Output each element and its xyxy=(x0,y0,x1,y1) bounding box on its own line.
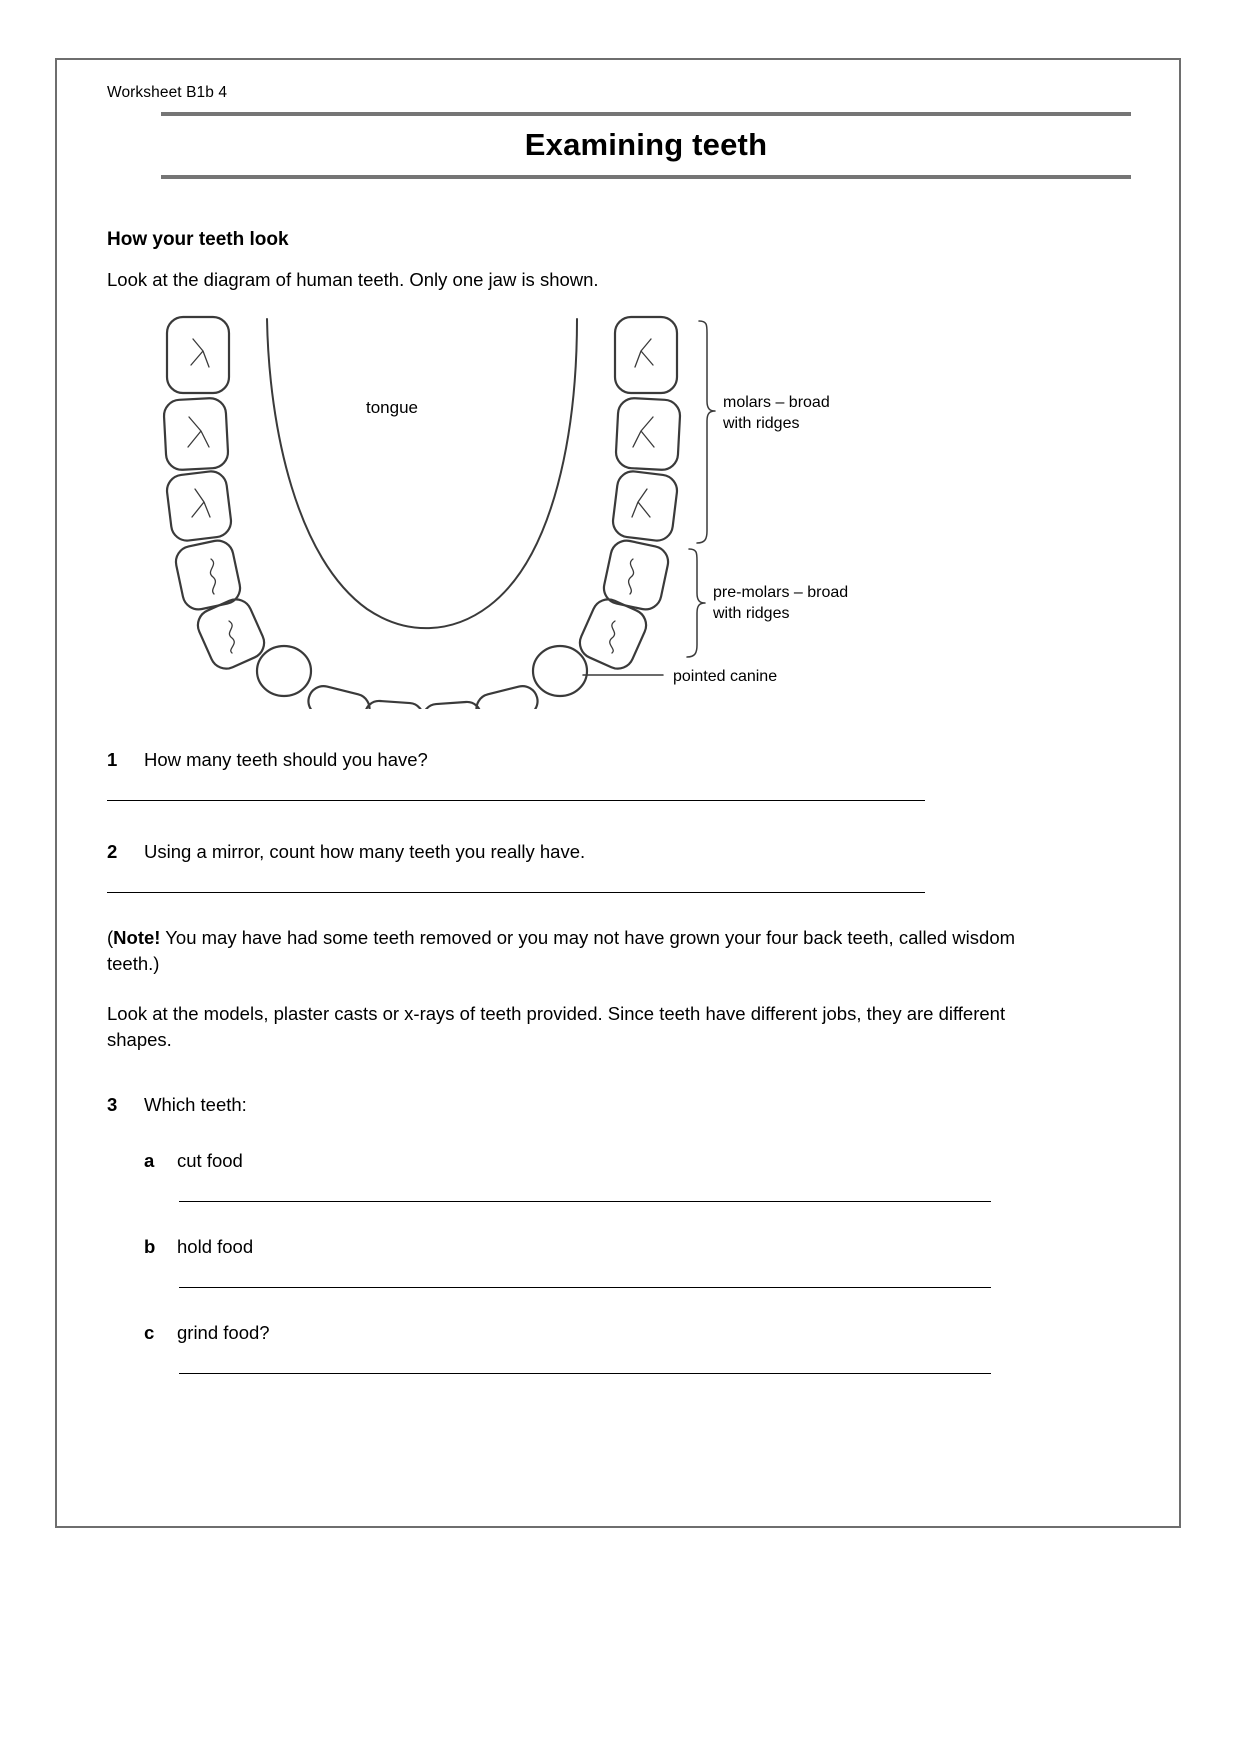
tooth-left-premolar-1 xyxy=(173,537,243,612)
page-title: Examining teeth xyxy=(524,127,768,162)
question-3c-text: grind food? xyxy=(177,1321,270,1343)
page-content xyxy=(107,84,1137,1516)
note-rest: You may have had some teeth removed or you may not have grown your four back teeth, called wisdom teeth.) xyxy=(107,926,1016,974)
label-premolars-line2: with ridges xyxy=(713,604,790,622)
tooth-ridge xyxy=(188,417,209,447)
question-3c-letter: c xyxy=(144,1321,155,1343)
question-1 xyxy=(107,749,1137,771)
tooth-right-molar-1 xyxy=(615,317,677,393)
premolars-brace xyxy=(687,549,705,657)
question-3-text: Which teeth: xyxy=(144,1093,247,1115)
tooth-right-canine xyxy=(533,646,587,696)
molars-brace xyxy=(697,321,715,543)
answer-line-3b[interactable] xyxy=(179,1287,991,1288)
question-3a xyxy=(144,1150,1137,1172)
tooth-right-molar-3 xyxy=(611,469,679,542)
question-3b xyxy=(144,1236,1137,1258)
tooth-ridge xyxy=(210,559,215,594)
question-3b-letter: b xyxy=(144,1235,156,1257)
question-2-number: 2 xyxy=(107,840,118,862)
tooth-ridge xyxy=(192,489,210,517)
answer-line-2[interactable] xyxy=(107,892,925,893)
question-3 xyxy=(107,1094,1137,1116)
tooth-ridge xyxy=(632,489,650,517)
tooth-left-canine xyxy=(257,646,311,696)
answer-line-3c[interactable] xyxy=(179,1373,991,1374)
label-premolars-line1: pre-molars – broad xyxy=(713,583,849,601)
tooth-ridge xyxy=(229,621,234,653)
question-1-text: How many teeth should you have? xyxy=(144,748,428,770)
tooth-right-premolar-1 xyxy=(601,537,671,612)
label-molars-line2: with ridges xyxy=(723,414,800,432)
question-3-number: 3 xyxy=(107,1093,118,1115)
question-3a-letter: a xyxy=(144,1149,155,1171)
section-heading: How your teeth look xyxy=(107,229,289,250)
question-3c xyxy=(144,1322,1137,1344)
tooth-ridge xyxy=(629,559,634,594)
tooth-ridge xyxy=(635,339,653,367)
question-3b-text: hold food xyxy=(177,1235,254,1257)
worksheet-page xyxy=(55,58,1181,1528)
title-block xyxy=(161,112,1131,179)
question-2 xyxy=(107,841,1137,863)
worksheet-id: Worksheet B1b 4 xyxy=(107,84,228,101)
answer-line-1[interactable] xyxy=(107,800,925,801)
tooth-ridge xyxy=(610,621,615,653)
lead-paragraph: Look at the models, plaster casts or x-rays of teeth provided. Since teeth have different jobs, they are different shapes. xyxy=(107,1003,1006,1051)
tooth-left-molar-2 xyxy=(163,397,229,470)
tooth-left-molar-3 xyxy=(165,469,233,542)
teeth-diagram-svg xyxy=(107,309,1127,709)
section-intro: Look at the diagram of human teeth. Only one jaw is shown. xyxy=(107,269,599,290)
label-canine: pointed canine xyxy=(673,667,778,685)
label-tongue: tongue xyxy=(366,397,418,417)
question-3a-text: cut food xyxy=(177,1149,243,1171)
tooth-left-incisor-inner xyxy=(364,700,424,709)
tongue-outline xyxy=(267,319,577,628)
label-molars-line1: molars – broad xyxy=(723,393,830,411)
note-open-paren: ( xyxy=(107,926,114,948)
question-1-number: 1 xyxy=(107,748,118,770)
tooth-right-incisor-inner xyxy=(422,701,482,709)
note-bold-label: Note! xyxy=(113,926,161,948)
tooth-left-molar-1 xyxy=(167,317,229,393)
tooth-right-molar-2 xyxy=(615,397,681,470)
note-paragraph xyxy=(107,925,1047,978)
answer-line-3a[interactable] xyxy=(179,1201,991,1202)
tooth-left-incisor-outer xyxy=(305,682,372,708)
tooth-ridge xyxy=(633,417,654,447)
title-rule-bottom xyxy=(161,175,1131,179)
question-2-text: Using a mirror, count how many teeth you really have. xyxy=(144,840,586,862)
teeth-diagram xyxy=(107,309,1137,709)
tooth-ridge xyxy=(191,339,209,367)
tooth-right-incisor-outer xyxy=(473,682,540,708)
